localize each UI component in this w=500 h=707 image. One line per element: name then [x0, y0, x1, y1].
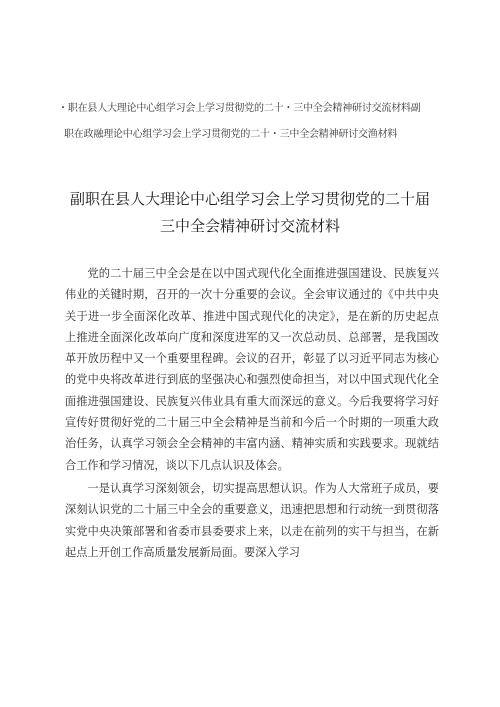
body-paragraph-1: 党的二十届三中全会是在以中国式现代化全面推进强国建设、民族复兴伟业的关键时期，召开的一次十分重要的会议。全会审议通过的《中共中央关于进一步全面深化改革、推进中国式现代化的决定》，是在新的历史起点上推进全面深化改革向广度和深度进军的又一次总动员、总部署，是我国改革开放历程中又一个重要里程碑。会议的召开，彰显了以习近平同志为核心的党中央将改革进行到底的坚强决心和强烈使命担当，对以中国式现代化全面推进强国建设、民族复兴伟业具有重大而深远的意义。今后我要将学习好宣传好贯彻好党的二十届三中全会精神是当前和今后一个时期的一项重大政治任务，认真学习领会全会精神的丰富内涵、精神实质和实践要求。现就结合工作和学习情况，谈以下几点认识及体会。 [65, 267, 439, 472]
header-line-1: ・职在县人大理论中心组学习会上学习贯彻党的二十・三中全会精神研讨交流材料副 [58, 103, 421, 114]
document-header [58, 96, 453, 148]
header-line-2: 职在政融理论中心组学习会上学习贯彻党的二十・三中全会精神研讨交渔材料 [64, 129, 398, 140]
body-paragraph-2: 一是认真学习深刻领会，切实提高思想认识。作为人大常班子成员，要深刻认识党的二十届三中全会的重要意义，迅速把思想和行动统一到贯彻落实党中央决策部署和省委市县委要求上来，以走在前列的实干与担当，在新起点上开创工作高质量发展新局面。要深入学习 [65, 481, 439, 559]
title-line-2: 三中全会精神研讨交流材料 [159, 217, 340, 235]
document-title [40, 186, 460, 240]
document-body [65, 263, 439, 565]
title-line-1: 副职在县人大理论中心组学习会上学习贯彻党的二十届 [69, 190, 430, 208]
